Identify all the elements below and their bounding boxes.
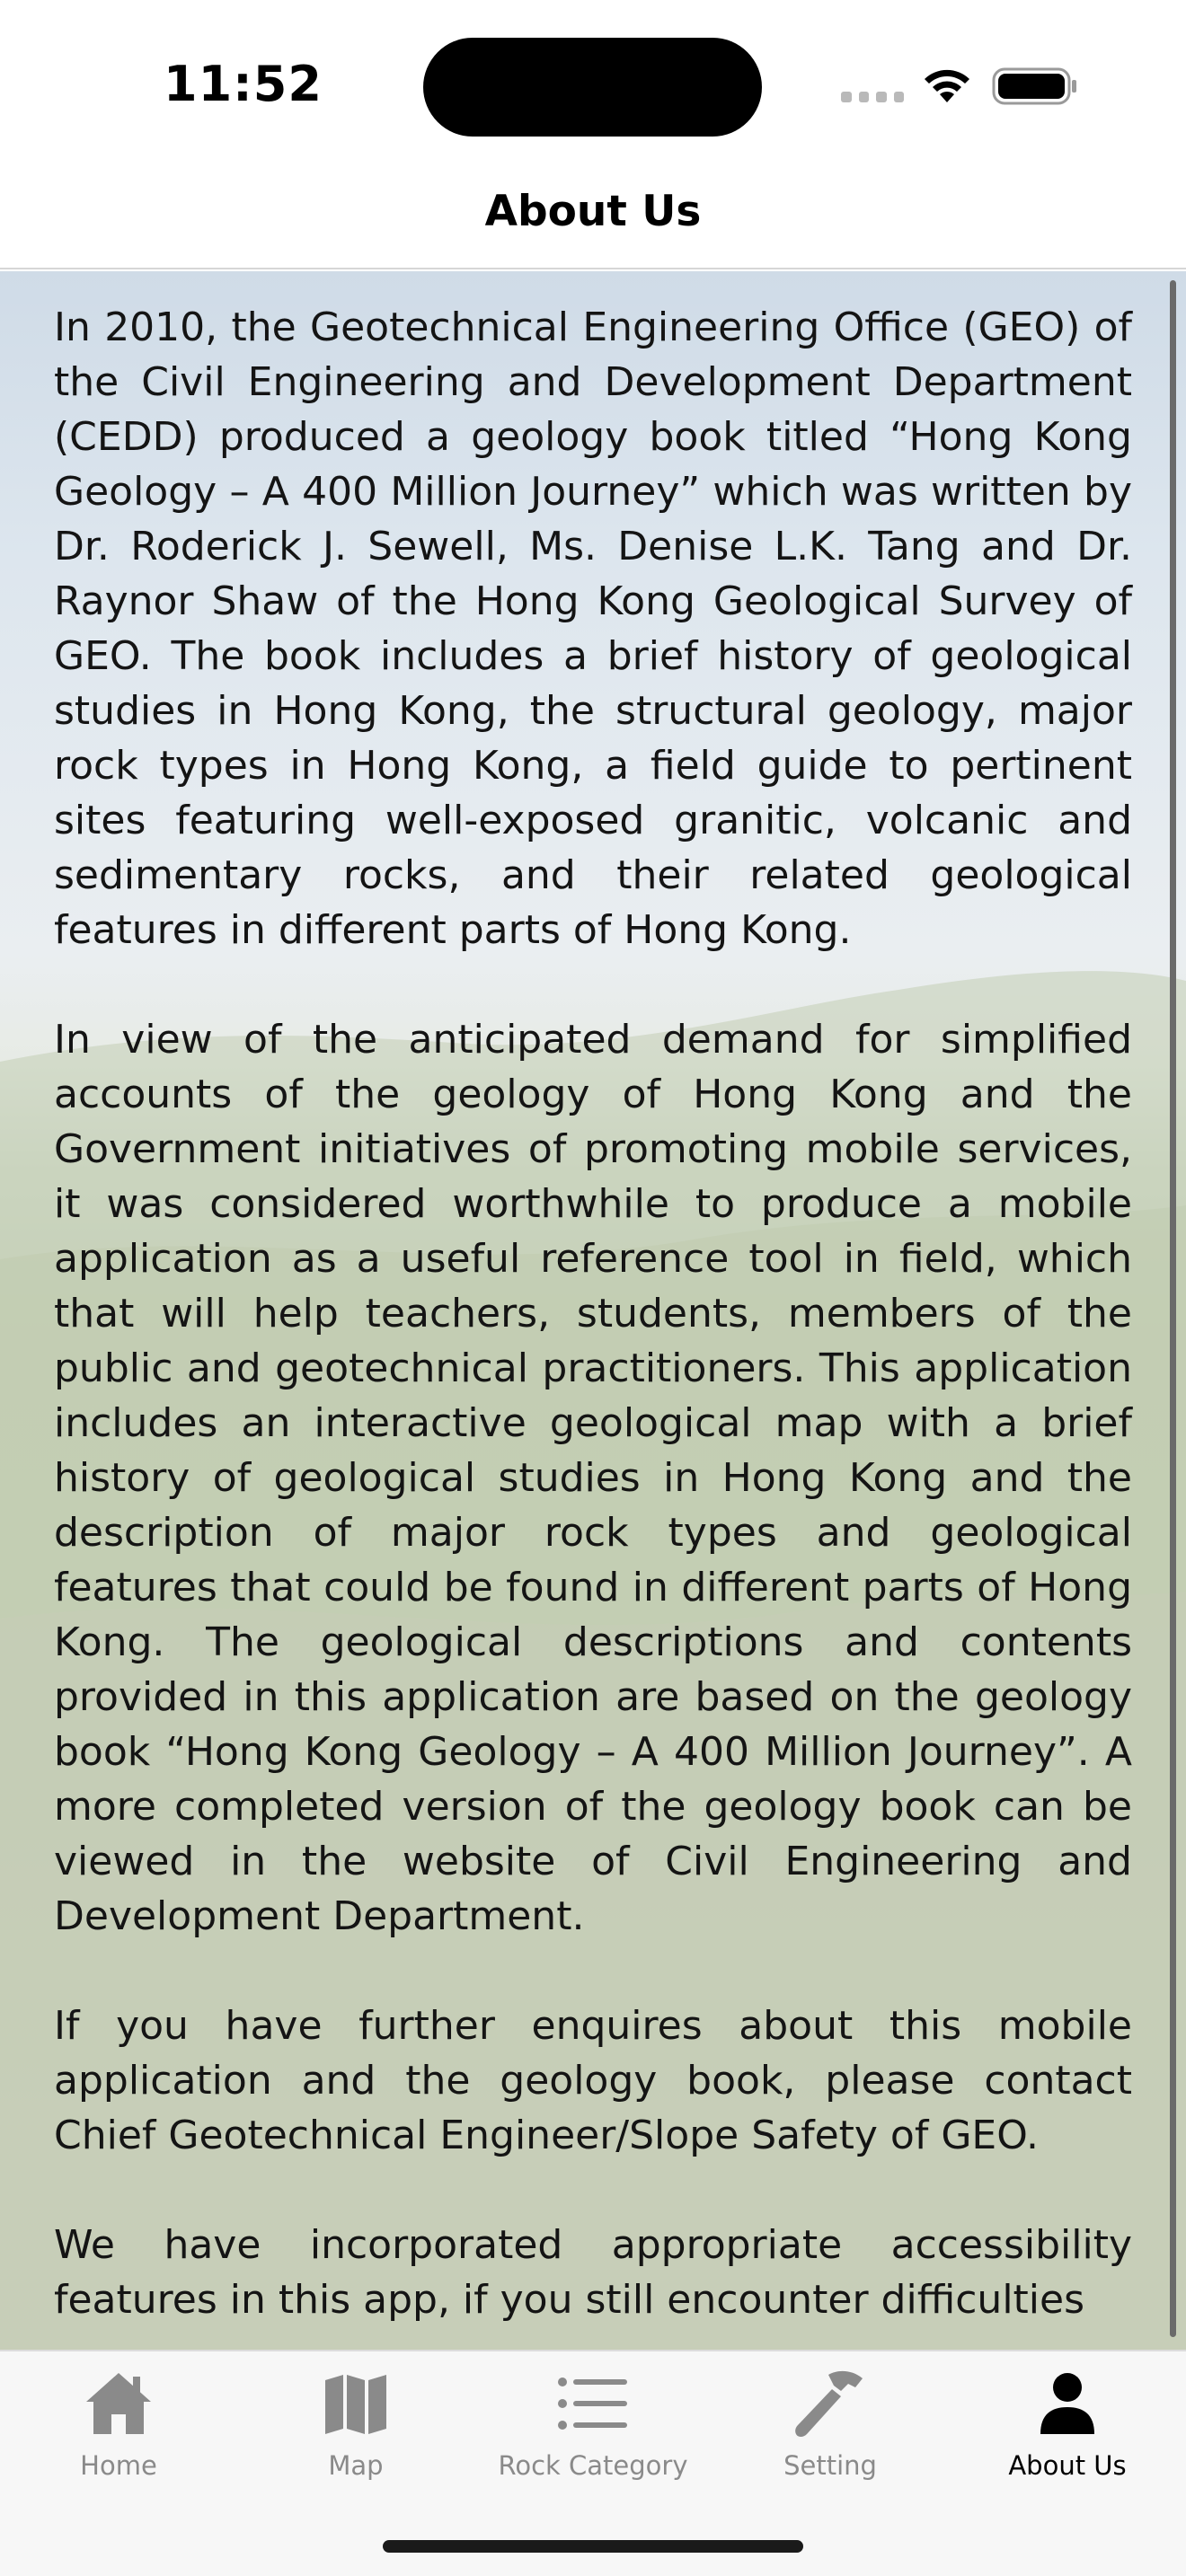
- battery-icon: [992, 66, 1078, 106]
- about-paragraph-1: In 2010, the Geotechnical Engineering Office (GEO) of the Civil Engineering and Development Department (CEDD) produced a geology book titled “Hong Kong Geology – A 400 Million Journey” which was written by Dr. Roderick J. Sewell, Ms. Denise L.K. Tang and Dr. Raynor Shaw of the Hong Kong Geological Survey of GEO. The book includes a brief history of geological studies in Hong Kong, the structural geology, major rock types in Hong Kong, a field guide to pertinent sites featuring well-exposed granitic, volcanic and sedimentary rocks, and their related geological features in different parts of Hong Kong.: [54, 304, 1132, 953]
- cellular-signal-icon: [841, 90, 904, 104]
- tab-map-label: Map: [328, 2450, 384, 2481]
- tab-bar: [0, 2350, 1186, 2576]
- person-icon: [1027, 2368, 1108, 2439]
- about-paragraph-2: In view of the anticipated demand for simplified accounts of the geology of Hong Kong and the Government initiatives of promoting mobile services, it was considered worthwhile to produce a mobile application as a useful reference tool in field, which that will help teachers, students, members of the public and geotechnical practitioners. This application includes an interactive geological map with a brief history of geological studies in Hong Kong and the description of major rock types and geological features that could be found in different parts of Hong Kong. The geological descriptions and contents provided in this application are based on the geology book “Hong Kong Geology – A 400 Million Journey”. A more completed version of the geology book can be viewed in the website of Civil Engineering and Development Department.: [54, 1017, 1132, 1939]
- tab-rock-category[interactable]: [474, 2368, 712, 2502]
- wifi-icon: [920, 63, 974, 108]
- about-text: [54, 300, 1132, 2350]
- tab-home-label: Home: [80, 2450, 157, 2481]
- status-time: 11:52: [164, 56, 323, 112]
- navigation-bar: [0, 162, 1186, 269]
- tab-about-us[interactable]: [949, 2368, 1186, 2502]
- tab-setting[interactable]: [712, 2368, 949, 2502]
- map-icon: [315, 2368, 396, 2439]
- about-paragraph-4: We have incorporated appropriate accessibility features in this app, if you still encounter difficulties: [54, 2222, 1132, 2323]
- tab-home[interactable]: [0, 2368, 237, 2502]
- tab-rock-category-label: Rock Category: [498, 2450, 688, 2481]
- tab-map[interactable]: [237, 2368, 474, 2502]
- list-icon: [553, 2368, 633, 2439]
- tab-about-us-label: About Us: [1008, 2450, 1127, 2481]
- about-content[interactable]: [0, 271, 1186, 2350]
- status-bar: [0, 0, 1186, 162]
- tab-setting-label: Setting: [783, 2450, 877, 2481]
- about-paragraph-3: If you have further enquires about this mobile application and the geology book, please contact Chief Geotechnical Engineer/Slope Safety of GEO.: [54, 2003, 1132, 2158]
- page-title: About Us: [484, 187, 702, 236]
- hammer-icon: [790, 2368, 871, 2439]
- scroll-indicator[interactable]: [1170, 280, 1176, 2337]
- dynamic-island: [423, 38, 762, 137]
- house-icon: [78, 2368, 159, 2439]
- home-indicator[interactable]: [383, 2540, 803, 2553]
